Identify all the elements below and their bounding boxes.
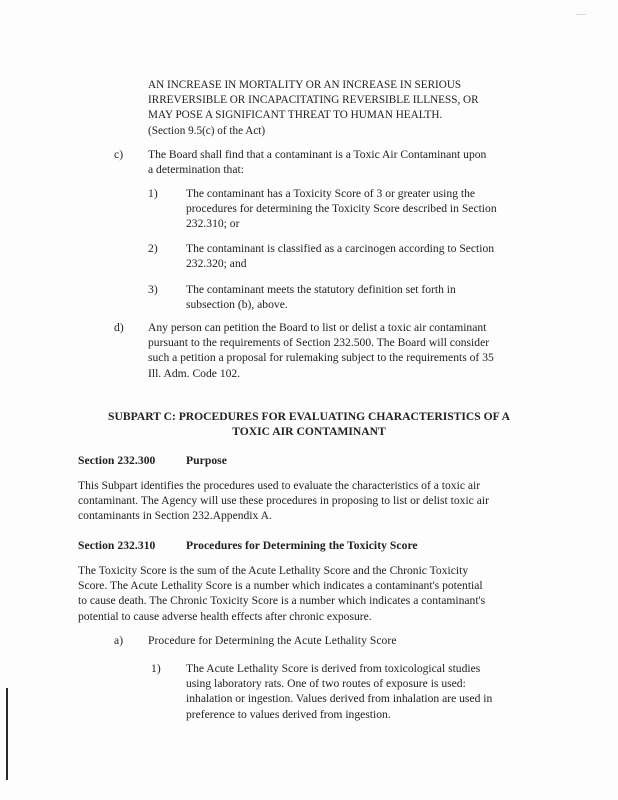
paragraph-line: procedures for determining the Toxicity Score described in Section [186,202,497,216]
paragraph-line: The Acute Lethality Score is derived from toxicological studies [186,662,481,675]
paragraph-line: contaminant. The Agency will use these procedures in proposing to list or delist toxic air [78,494,489,508]
item-label-a: a) [114,634,124,647]
subitem-label-3: 3) [148,283,158,296]
paragraph-line: inhalation or ingestion. Values derived from inhalation are used in [186,692,493,706]
paragraph-line: Score. The Acute Lethality Score is a number which indicates a contaminant's potential [78,579,483,593]
paragraph-line: such a petition a proposal for rulemaking subject to the requirements of 35 [148,351,494,365]
paragraph-line: The contaminant is classified as a carcinogen according to Section [186,242,495,255]
subitem-c1-text [186,186,497,232]
paragraph-line: pursuant to the requirements of Section 232.500. The Board will consider [148,336,490,350]
scan-mark [576,14,586,15]
quote-line: (Section 9.5(c) of the Act) [148,124,266,137]
paragraph-line: 232.320; and [186,257,247,271]
subitem-label-a1: 1) [151,662,161,675]
section-title-300: Purpose [186,454,227,467]
paragraph-line: This Subpart identifies the procedures used to evaluate the characteristics of a toxic air [78,479,481,492]
left-margin-rule [6,688,8,780]
subitem-c3-text [186,282,456,312]
subpart-heading-line-2: TOXIC AIR CONTAMINANT [232,425,386,439]
paragraph-line: Any person can petition the Board to list or delist a toxic air contaminant [148,321,487,334]
quote-line: IRREVERSIBLE OR INCAPACITATING REVERSIBLE ILLNESS, OR [148,94,479,107]
paragraph-line: Ill. Adm. Code 102. [148,366,241,380]
section-300-body [78,478,489,524]
item-a-text: Procedure for Determining the Acute Lethality Score [148,634,397,647]
paragraph-line: The Toxicity Score is the sum of the Acute Lethality Score and the Chronic Toxicity [78,564,469,577]
item-c-text [148,147,486,177]
paragraph-line: The contaminant has a Toxicity Score of 3 or greater using the [186,187,476,200]
paragraph-line: contaminants in Section 232.Appendix A. [78,509,272,523]
paragraph-line: using laboratory rats. One of two routes of exposure is used: [186,677,466,691]
subitem-a1-text [186,661,492,722]
statute-quote [148,78,479,139]
item-label-c: c) [114,148,124,161]
paragraph-line: a determination that: [148,163,244,177]
paragraph-line: potential to cause adverse health effects after chronic exposure. [78,609,372,623]
section-title-310: Procedures for Determining the Toxicity Score [186,539,418,552]
paragraph-line: subsection (b), above. [186,298,288,312]
item-d-text [148,320,494,381]
paragraph-line: The contaminant meets the statutory definition set forth in [186,283,456,296]
subitem-label-1: 1) [148,187,158,200]
subitem-c2-text [186,241,494,271]
paragraph-line: to cause death. The Chronic Toxicity Score is a number which indicates a contaminant's [78,594,486,608]
quote-line: MAY POSE A SIGNIFICANT THREAT TO HUMAN HEALTH. [148,109,443,122]
subpart-heading [66,409,552,439]
section-number-310: Section 232.310 [78,539,156,552]
subitem-label-2: 2) [148,242,158,255]
section-number-300: Section 232.300 [78,454,156,467]
quote-line: AN INCREASE IN MORTALITY OR AN INCREASE IN SERIOUS [148,79,462,91]
section-310-body [78,563,485,624]
subpart-heading-line-1: SUBPART C: PROCEDURES FOR EVALUATING CHARACTERISTICS OF A [108,410,510,423]
paragraph-line: preference to values derived from ingestion. [186,707,391,721]
item-label-d: d) [114,321,124,334]
paragraph-line: The Board shall find that a contaminant is a Toxic Air Contaminant upon [148,148,487,161]
paragraph-line: 232.310; or [186,217,240,231]
